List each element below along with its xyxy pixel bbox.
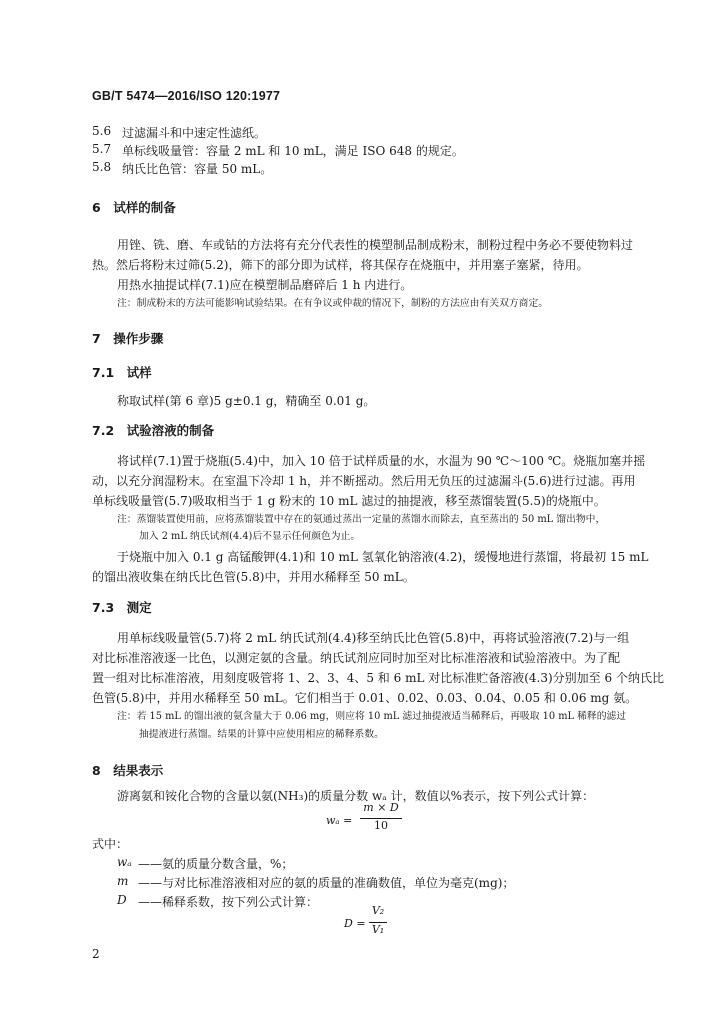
formula-2-lhs: D =	[344, 917, 366, 930]
page-number: 2	[92, 947, 100, 961]
item-text: 纳氏比色管：容量 50 mL。	[122, 162, 273, 176]
subsection-7-2-paragraph-line: 单标线吸量管(5.7)吸取相当于 1 g 粉末的 10 mL 滤过的抽提液，移至蒸馏装置(5.5)的烧瓶中。	[92, 494, 606, 508]
formula-1-numerator: m × D	[363, 801, 399, 814]
subsection-7-3-paragraph-line: 色管(5.8)中，并用水稀释至 50 mL。它们相当于 0.01、0.02、0.03、0.04、0.05 和 0.06 mg 氨。	[92, 691, 638, 705]
subsection-7-3-paragraph-line: 对比标准溶液逐一比色，以测定氨的含量。纳氏试剂应同时加至对比标准溶液和试验溶液中。为了配	[92, 651, 621, 665]
subsection-7-3-paragraph-line: 用单标线吸量管(5.7)将 2 mL 纳氏试剂(4.4)移至纳氏比色管(5.8)中，再将试验溶液(7.2)与一组	[117, 631, 630, 645]
section-7-title: 7 操作步骤	[92, 331, 164, 346]
definition-text: ——稀释系数，按下列公式计算：	[138, 895, 319, 909]
definition-symbol: wₐ	[117, 855, 132, 869]
subsection-7-3-paragraph-line: 置一组对比标准溶液，用刻度吸管将 1、2、3、4、5 和 6 mL 对比标准贮备溶液(4.3)分别加至 6 个纳氏比	[92, 671, 664, 685]
where-label: 式中：	[92, 837, 129, 851]
formula-1-fraction	[358, 801, 404, 835]
formula-2-denominator: V₁	[371, 923, 385, 936]
item-text: 单标线吸量管：容量 2 mL 和 10 mL，满足 ISO 648 的规定。	[122, 144, 464, 158]
section-8-intro: 游离氨和铵化合物的含量以氨(NH₃)的质量分数 wₐ 计，数值以%表示，按下列公式计算：	[117, 789, 595, 803]
item-number: 5.7	[92, 142, 112, 156]
formula-2-numerator: V₂	[371, 904, 385, 917]
definition-text: ——氨的质量分数含量，%；	[138, 857, 294, 871]
item-number: 5.6	[92, 124, 112, 138]
subsection-7-1-text: 称取试样(第 6 章)5 g±0.1 g，精确至 0.01 g。	[117, 394, 376, 408]
subsection-7-2-note-line: 注：蒸馏装置使用前，应将蒸馏装置中存在的氨通过蒸出一定量的蒸馏水而除去，直至蒸出的 50 mL 馏出物中，	[117, 514, 606, 525]
definition-symbol: D	[117, 893, 127, 907]
subsection-7-3-note-line: 注：若 15 mL 的馏出液的氨含量大于 0.06 mg，则应将 10 mL 滤过抽提液适当稀释后，再吸取 10 mL 稀释的滤过	[117, 711, 627, 722]
subsection-7-3-note-line: 抽提液进行蒸馏。结果的计算中应使用相应的稀释系数。	[139, 729, 384, 740]
section-6-paragraph-line: 热。然后将粉末过筛(5.2)，筛下的部分即为试样，将其保存在烧瓶中，并用塞子塞紧，待用。	[92, 258, 589, 272]
definition-text: ——与对比标准溶液相对应的氨的质量的准确数值，单位为毫克(mg)；	[138, 876, 515, 890]
section-6-note: 注：制成粉末的方法可能影响试验结果。在有争议或仲裁的情况下，制粉的方法应由有关双方商定。	[117, 298, 549, 309]
section-6-paragraph-2: 用热水抽提试样(7.1)应在模塑制品磨碎后 1 h 内进行。	[117, 278, 413, 292]
formula-1-lhs: wₐ =	[326, 814, 353, 827]
section-8-title: 8 结果表示	[92, 763, 164, 778]
formula-2-fraction	[367, 904, 389, 940]
subsection-7-1-title: 7.1 试样	[92, 365, 152, 380]
subsection-7-2-title: 7.2 试验溶液的制备	[92, 423, 215, 438]
section-6-title: 6 试样的制备	[92, 200, 176, 215]
formula-1-denominator: 10	[374, 819, 388, 832]
subsection-7-2-paragraph-2-line: 于烧瓶中加入 0.1 g 高锰酸钾(4.1)和 10 mL 氢氧化钠溶液(4.2)，缓慢地进行蒸馏，将最初 15 mL	[117, 550, 649, 564]
section-6-paragraph-line: 用锉、铣、磨、车或钻的方法将有充分代表性的模塑制品制成粉末，制粉过程中务必不要使物料过	[117, 238, 634, 252]
item-number: 5.8	[92, 160, 112, 174]
item-text: 过滤漏斗和中速定性滤纸。	[122, 126, 267, 140]
subsection-7-2-paragraph-line: 动，以充分润湿粉末。在室温下冷却 1 h，并不断摇动。然后用无负压的过滤漏斗(5.6)进行过滤。再用	[92, 474, 636, 488]
subsection-7-2-note-line: 加入 2 mL 纳氏试剂(4.4)后不显示任何颜色为止。	[139, 531, 361, 542]
page-header: GB/T 5474—2016/ISO 120:1977	[92, 89, 281, 103]
subsection-7-3-title: 7.3 测定	[92, 600, 152, 615]
definition-symbol: m	[117, 874, 129, 888]
subsection-7-2-paragraph-2-line: 的馏出液收集在纳氏比色管(5.8)中，并用水稀释至 50 mL。	[92, 570, 415, 584]
subsection-7-2-paragraph-line: 将试样(7.1)置于烧瓶(5.4)中，加入 10 倍于试样质量的水，水温为 90 ℃～100 ℃。烧瓶加塞并摇	[117, 454, 646, 468]
